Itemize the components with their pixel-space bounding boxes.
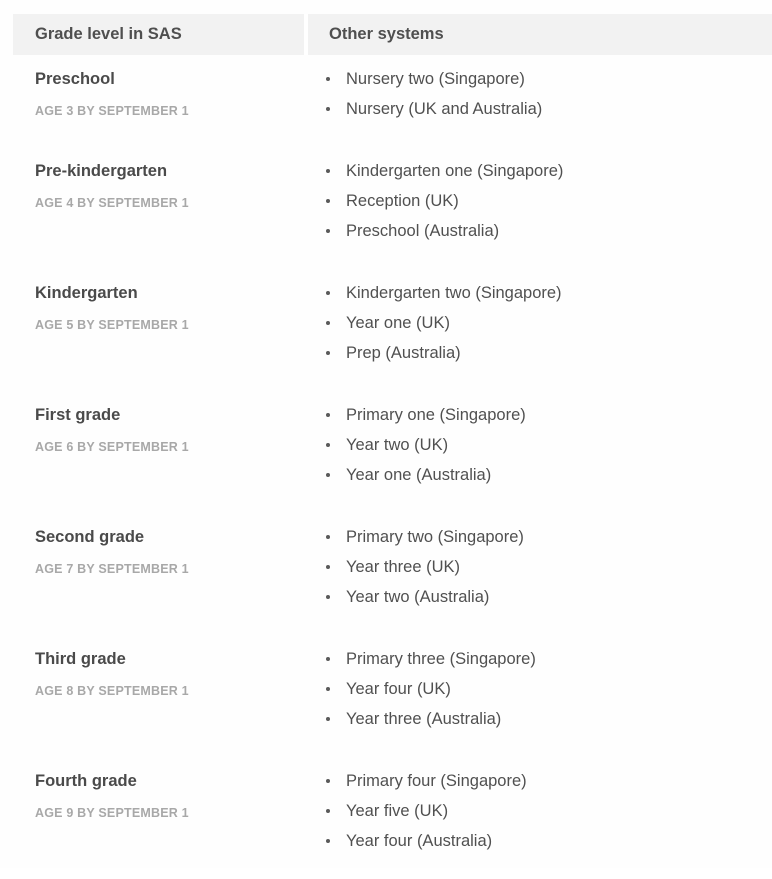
system-label: Kindergarten two (Singapore) [346, 284, 562, 302]
bullet-icon [326, 107, 330, 111]
list-item [321, 801, 772, 821]
system-label: Primary three (Singapore) [346, 650, 536, 668]
systems-cell [304, 757, 772, 879]
bullet-icon [326, 595, 330, 599]
list-item [321, 679, 772, 699]
system-label: Preschool (Australia) [346, 222, 500, 240]
age-requirement: AGE 8 BY SEPTEMBER 1 [35, 684, 189, 698]
age-requirement: AGE 3 BY SEPTEMBER 1 [35, 104, 189, 118]
systems-list [321, 283, 772, 363]
bullet-icon [326, 321, 330, 325]
age-requirement: AGE 9 BY SEPTEMBER 1 [35, 806, 189, 820]
grade-cell [13, 391, 304, 513]
system-label: Year two (UK) [346, 436, 449, 454]
table-row [13, 391, 772, 513]
system-label: Primary four (Singapore) [346, 772, 527, 790]
list-item [321, 99, 772, 119]
list-item [321, 343, 772, 363]
list-item [321, 465, 772, 485]
bullet-icon [326, 473, 330, 477]
grade-name: Second grade [35, 528, 145, 546]
list-item [321, 221, 772, 241]
systems-cell [304, 55, 772, 147]
list-item [321, 405, 772, 425]
systems-list [321, 69, 772, 119]
list-item [321, 435, 772, 455]
list-item [321, 771, 772, 791]
bullet-icon [326, 687, 330, 691]
header-cell-other-systems [308, 14, 772, 55]
bullet-icon [326, 565, 330, 569]
system-label: Year one (Australia) [346, 466, 492, 484]
grade-name: Third grade [35, 650, 126, 668]
system-label: Year four (UK) [346, 680, 451, 698]
table-row [13, 757, 772, 879]
grade-name: Kindergarten [35, 284, 138, 302]
systems-cell [304, 269, 772, 391]
bullet-icon [326, 413, 330, 417]
header-label-grade-level: Grade level in SAS [35, 25, 182, 43]
table-row [13, 147, 772, 269]
bullet-icon [326, 291, 330, 295]
list-item [321, 831, 772, 851]
system-label: Nursery two (Singapore) [346, 70, 525, 88]
system-label: Year four (Australia) [346, 832, 493, 850]
bullet-icon [326, 443, 330, 447]
system-label: Nursery (UK and Australia) [346, 100, 543, 118]
grade-name: Pre-kindergarten [35, 162, 168, 180]
list-item [321, 283, 772, 303]
list-item [321, 69, 772, 89]
list-item [321, 313, 772, 333]
systems-list [321, 771, 772, 851]
bullet-icon [326, 809, 330, 813]
systems-list [321, 405, 772, 485]
bullet-icon [326, 657, 330, 661]
grade-cell [13, 513, 304, 635]
age-requirement: AGE 4 BY SEPTEMBER 1 [35, 196, 189, 210]
bullet-icon [326, 229, 330, 233]
systems-cell [304, 147, 772, 269]
list-item [321, 527, 772, 547]
list-item [321, 557, 772, 577]
table-row [13, 55, 772, 147]
table-body [13, 55, 772, 879]
bullet-icon [326, 169, 330, 173]
system-label: Year three (UK) [346, 558, 461, 576]
systems-list [321, 527, 772, 607]
bullet-icon [326, 351, 330, 355]
system-label: Year five (UK) [346, 802, 449, 820]
system-label: Prep (Australia) [346, 344, 461, 362]
systems-cell [304, 513, 772, 635]
system-label: Primary one (Singapore) [346, 406, 526, 424]
system-label: Year three (Australia) [346, 710, 502, 728]
system-label: Year two (Australia) [346, 588, 490, 606]
table-header [13, 14, 772, 55]
bullet-icon [326, 717, 330, 721]
systems-list [321, 649, 772, 729]
list-item [321, 649, 772, 669]
grade-cell [13, 269, 304, 391]
system-label: Reception (UK) [346, 192, 459, 210]
grade-name: First grade [35, 406, 121, 424]
grade-name: Preschool [35, 70, 115, 88]
age-requirement: AGE 7 BY SEPTEMBER 1 [35, 562, 189, 576]
age-requirement: AGE 6 BY SEPTEMBER 1 [35, 440, 189, 454]
table-row [13, 269, 772, 391]
grade-cell [13, 55, 304, 147]
grade-name: Fourth grade [35, 772, 137, 790]
bullet-icon [326, 779, 330, 783]
systems-cell [304, 391, 772, 513]
grade-cell [13, 147, 304, 269]
table-row [13, 635, 772, 757]
list-item [321, 161, 772, 181]
list-item [321, 709, 772, 729]
system-label: Kindergarten one (Singapore) [346, 162, 564, 180]
header-label-other-systems: Other systems [329, 25, 444, 43]
bullet-icon [326, 839, 330, 843]
systems-list [321, 161, 772, 241]
list-item [321, 191, 772, 211]
bullet-icon [326, 77, 330, 81]
list-item [321, 587, 772, 607]
table-row [13, 513, 772, 635]
grade-cell [13, 635, 304, 757]
age-requirement: AGE 5 BY SEPTEMBER 1 [35, 318, 189, 332]
bullet-icon [326, 535, 330, 539]
system-label: Year one (UK) [346, 314, 450, 332]
bullet-icon [326, 199, 330, 203]
system-label: Primary two (Singapore) [346, 528, 524, 546]
grade-cell [13, 757, 304, 879]
header-cell-grade-level [13, 14, 304, 55]
systems-cell [304, 635, 772, 757]
